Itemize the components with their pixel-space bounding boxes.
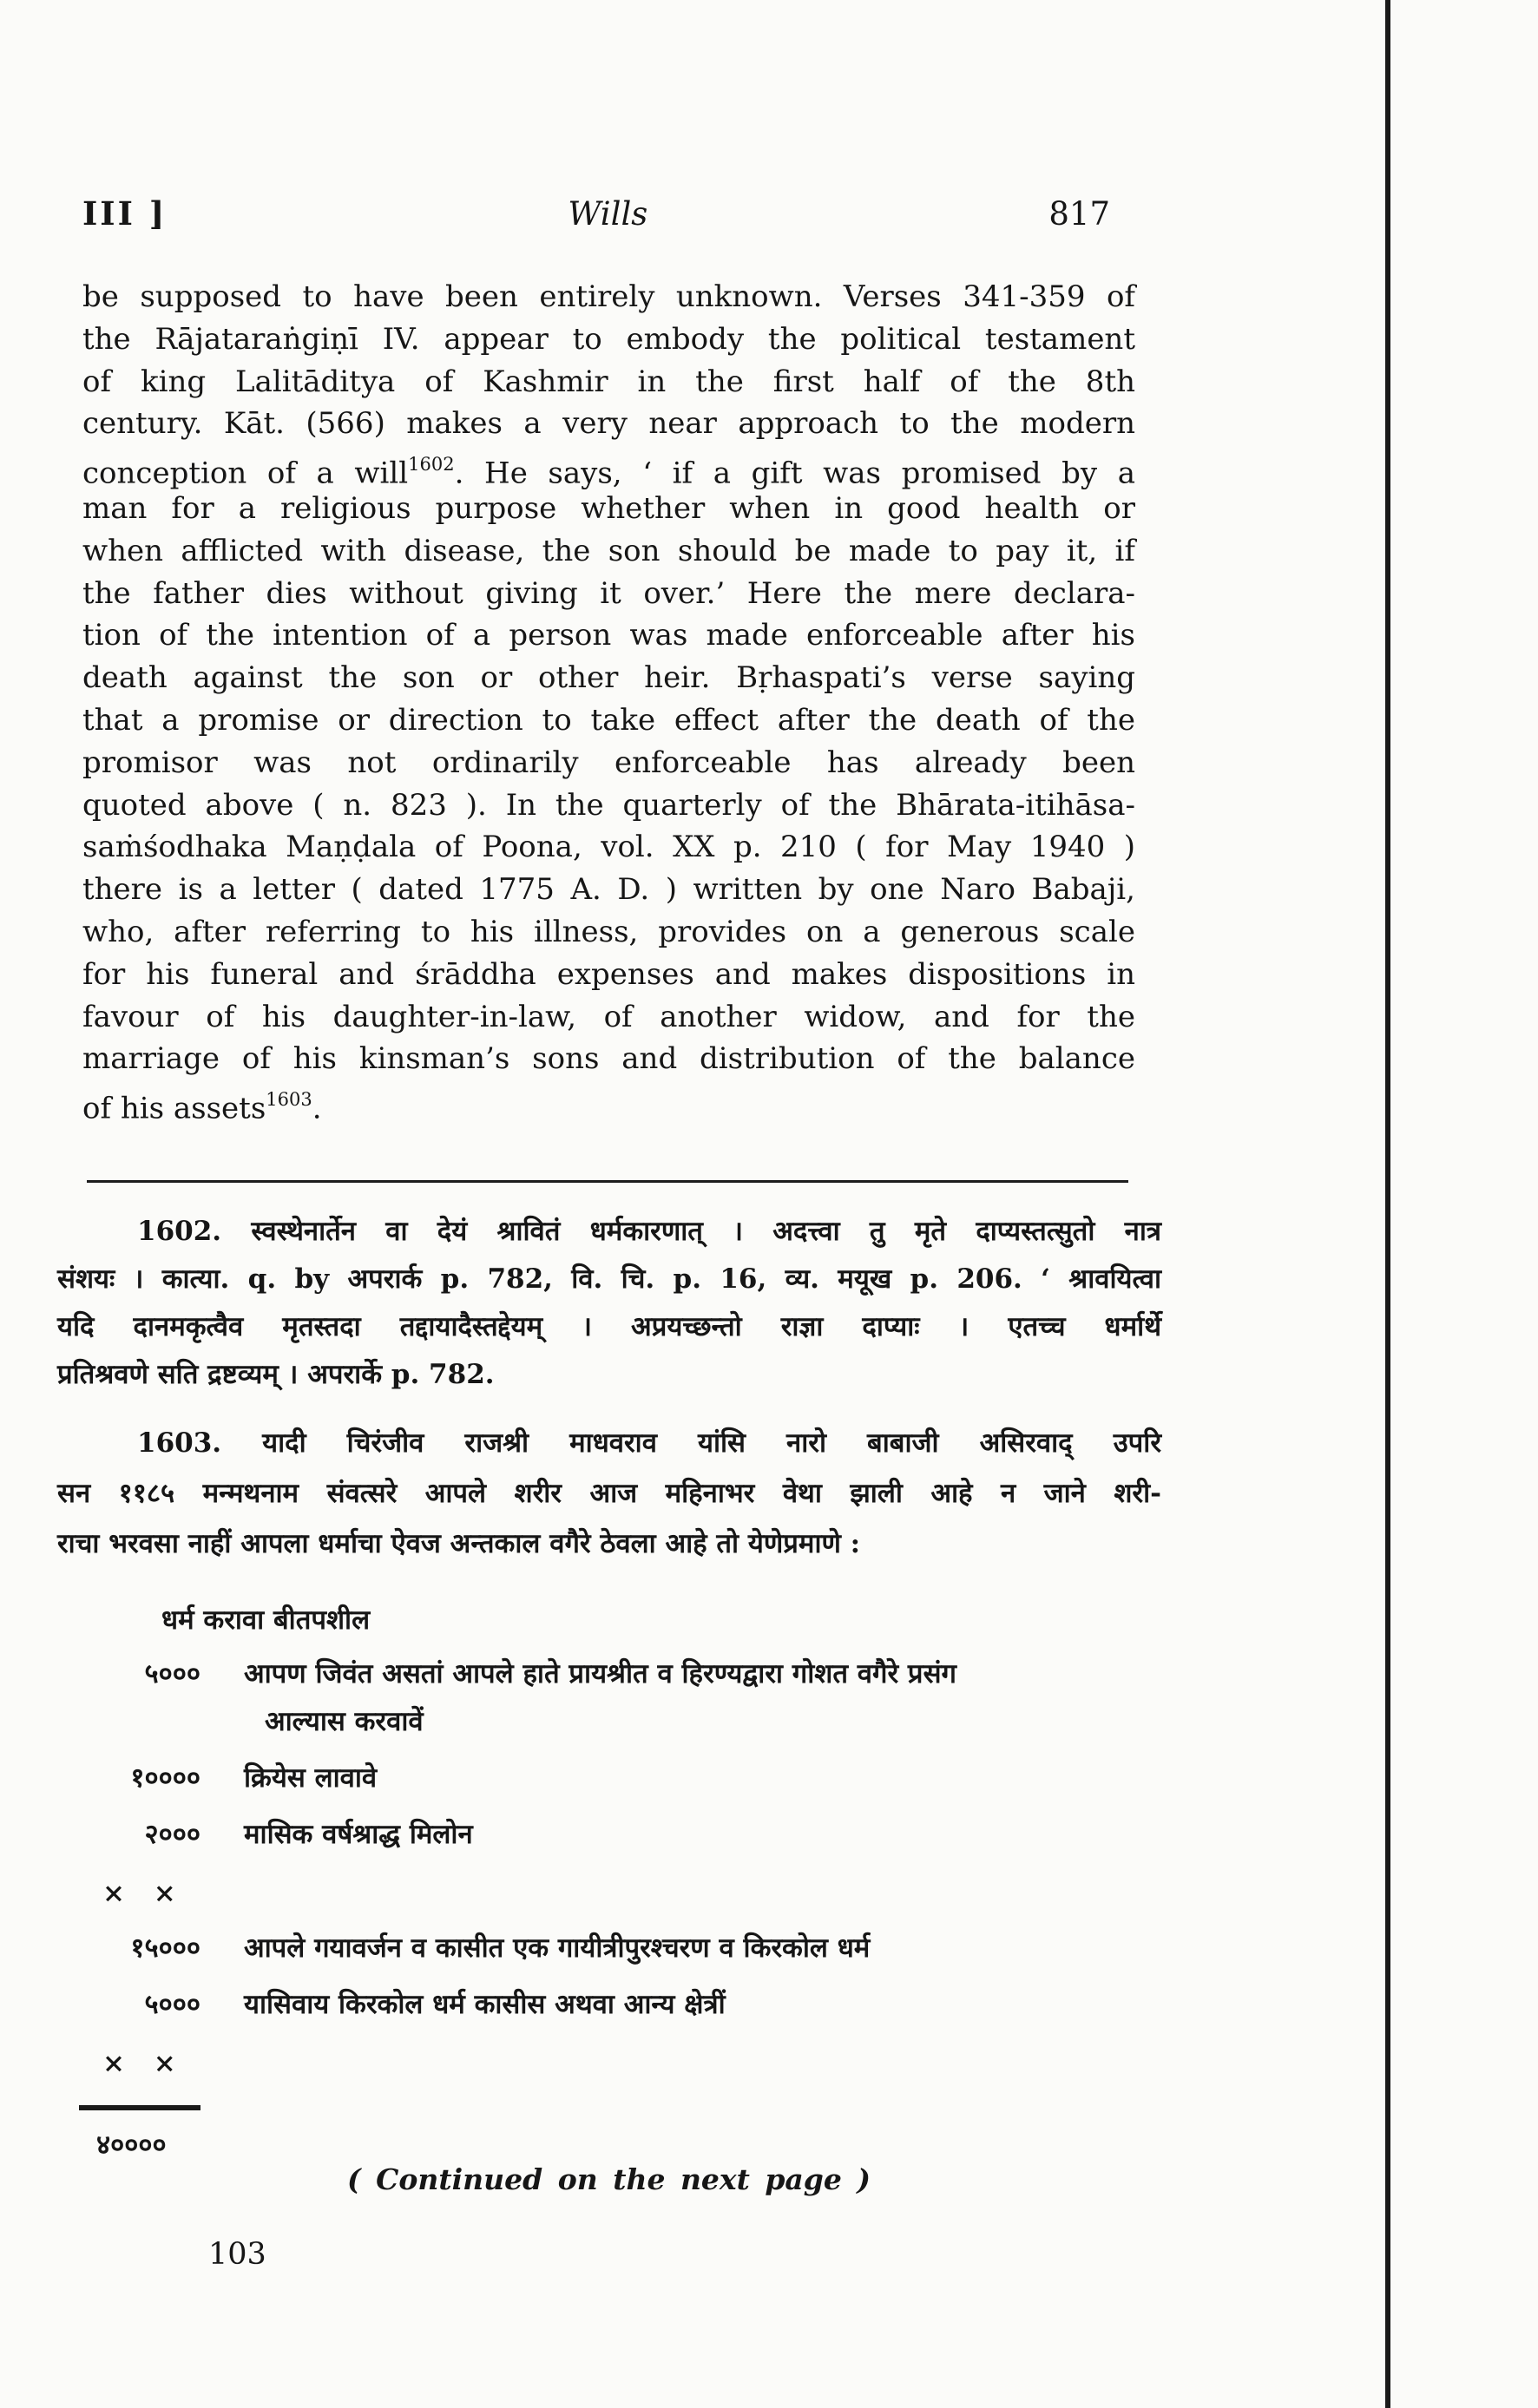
text-line: सन ११८५ मन्मथनाम संवत्सरे आपले शरीर आज महिनाभर वेथा झाली आहे न जाने शरी-: [57, 1478, 1161, 1509]
schedule-amount: १५०००: [130, 1932, 200, 1964]
footnote-ref: 1602: [408, 454, 455, 476]
text-line: favour of his daughter-in-law, of another widow, and for the: [82, 999, 1135, 1034]
cross-marks: × ×: [102, 2048, 176, 2079]
schedule-text: [244, 1925, 1161, 1972]
body-paragraph: [82, 276, 1135, 1126]
schedule-amount: २०००: [144, 1819, 200, 1850]
footnotes-section: [57, 1208, 1161, 2168]
schedule-text: [244, 1981, 1161, 2029]
text-line: आपण जिवंत असतां आपले हाते प्रायश्रीत व हिरण्यद्वारा गोशत वगैरे प्रसंग: [244, 1658, 956, 1690]
text-line: the father dies without giving it over.’ Here the mere declara-: [82, 575, 1135, 611]
text-line: marriage of his kinsman’s sons and distribution of the balance: [82, 1041, 1135, 1077]
schedule-amount: १००००: [130, 1762, 200, 1794]
text-line: आपले गयावर्जन व कासीत एक गायीत्रीपुरश्चरण व किरकोल धर्म: [244, 1932, 871, 1964]
text-line: that a promise or direction to take effect after the death of the: [82, 702, 1135, 738]
footnote-1602: [57, 1208, 1161, 1399]
text-line: of his assets$^{1603}$.: [82, 1089, 322, 1126]
text-line: यासिवाय किरकोल धर्म कासीस अथवा आन्य क्षेत्रीं: [244, 1989, 726, 2020]
signature-number: 103: [208, 2237, 266, 2272]
text-line: there is a letter ( dated 1775 A. D. ) written by one Naro Babaji,: [82, 872, 1135, 908]
text-line: of king Lalitāditya of Kashmir in the first half of the 8th: [82, 364, 1135, 399]
schedule-row: [57, 1981, 1161, 2029]
text-line: be supposed to have been entirely unknown. Verses 341-359 of: [82, 279, 1135, 314]
total-rule: [79, 2105, 200, 2110]
schedule-list: [57, 1650, 1161, 2086]
footnote-separator: [87, 1180, 1128, 1183]
page-number: 817: [1048, 195, 1110, 233]
text-line: आल्यास करवावें: [265, 1706, 424, 1737]
schedule-row: [57, 1811, 1161, 1859]
schedule-amount: ५०००: [144, 1658, 200, 1690]
text-line: when afflicted with disease, the son should be made to pay it, if: [82, 533, 1135, 568]
text-line: century. Kāt. (566) makes a very near approach to the modern: [82, 406, 1135, 442]
text-line: quoted above ( n. 823 ). In the quarterly of the Bhārata-itihāsa-: [82, 787, 1135, 823]
text-line: मासिक वर्षश्राद्ध मिलोन: [244, 1819, 473, 1850]
text-line: man for a religious purpose whether when in good health or: [82, 490, 1135, 526]
schedule-row: [57, 1650, 1161, 1746]
text-line: who, after referring to his illness, provides on a generous scale: [82, 914, 1135, 949]
footnote-1603: [57, 1418, 1161, 1569]
text-line: for his funeral and śrāddha expenses and makes dispositions in: [82, 956, 1135, 992]
schedule-text: [244, 1811, 1161, 1859]
text-line: क्रियेस लावावे: [244, 1762, 378, 1794]
text-line: death against the son or other heir. Bṛhaspati’s verse saying: [82, 660, 1135, 696]
chapter-marker: III ]: [82, 194, 168, 233]
text-line: प्रतिश्रवणे सति द्रष्टव्यम् । अपरार्के p. 782.: [57, 1359, 495, 1390]
page-header: [82, 194, 1134, 233]
page-edge-line: [1385, 0, 1390, 2408]
text-line: 1602. स्वस्थेनार्तेन वा देयं श्रावितं धर्मकारणात् । अदत्त्वा तु मृते दाप्यस्तत्सुतो नात्र: [137, 1216, 1161, 1247]
text-line: राचा भरवसा नाहीं आपला धर्माचा ऐवज अन्तकाल वगैरे ठेवला आहे तो येणेप्रमाणे :: [57, 1528, 861, 1559]
schedule-row: [57, 1925, 1161, 1972]
schedule-heading: धर्म करावा बीतपशील: [161, 1604, 371, 1636]
text-line: संशयः । कात्या. q. by अपरार्क p. 782, वि. चि. p. 16, व्य. मयूख p. 206. ‘ श्रावयित्वा: [57, 1263, 1161, 1295]
schedule-text: [244, 1755, 1161, 1802]
text-line: the Rājataraṅgiṇī IV. appear to embody the political testament: [82, 321, 1135, 357]
text-line: 1603. यादी चिरंजीव राजश्री माधवराव यांसि नारो बाबाजी असिरवाद् उपरि: [137, 1427, 1161, 1459]
text-line: promisor was not ordinarily enforceable has already been: [82, 745, 1135, 780]
schedule-text: [244, 1650, 1161, 1746]
text-line: saṁśodhaka Maṇḍala of Poona, vol. XX p. 210 ( for May 1940 ): [82, 830, 1135, 865]
text-line: यदि दानमकृत्वैव मृतस्तदा तद्दायादैस्तद्देयम् । अप्रयच्छन्तो राज्ञा दाप्याः । एतच्च धर्मार्थे: [57, 1311, 1161, 1342]
schedule-amount: ५०००: [144, 1989, 200, 2020]
total-amount: ४००००: [96, 2129, 167, 2161]
running-title: Wills: [568, 195, 648, 233]
cross-marks: × ×: [102, 1878, 176, 1909]
footnote-ref: 1603: [266, 1089, 312, 1111]
text-line: tion of the intention of a person was made enforceable after his: [82, 618, 1135, 653]
schedule-row: [57, 1755, 1161, 1802]
continued-note: ( Continued on the next page ): [347, 2162, 871, 2196]
text-line: conception of a will$^{1602}$. He says, ‘ if a gift was promised by a: [82, 454, 1135, 491]
